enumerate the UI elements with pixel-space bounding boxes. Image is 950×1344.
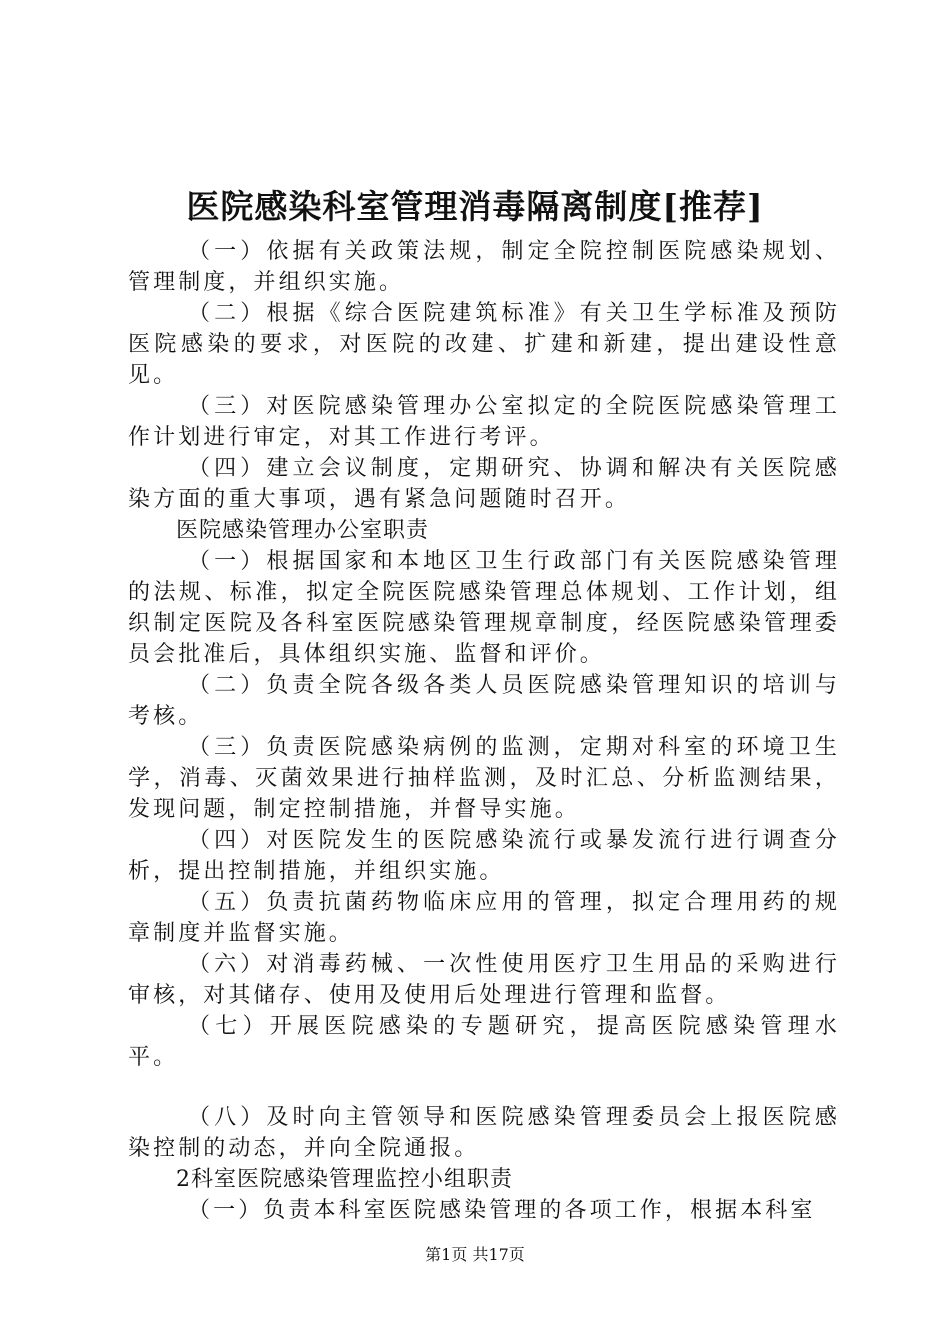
paragraph-6: （一）根据国家和本地区卫生行政部门有关医院感染管理的法规、标准，拟定全院医院感染管理总体规划、工作计划，组织制定医院及各科室医院感染管理规章制度，经医院感染管理委员会批准后，具体组织实施、监督和评价。 (128, 549, 840, 667)
paragraph-gap (128, 1073, 840, 1102)
paragraph-4: （四）建立会议制度，定期研究、协调和解决有关医院感染方面的重大事项，遇有紧急问题随时召开。 (128, 456, 840, 512)
paragraph-12: （七）开展医院感染的专题研究，提高医院感染管理水平。 (128, 1014, 840, 1070)
paragraph-2: （二）根据《综合医院建筑标准》有关卫生学标准及预防医院感染的要求，对医院的改建、扩建和新建，提出建设性意见。 (128, 301, 840, 388)
paragraph-3: （三）对医院感染管理办公室拟定的全院医院感染管理工作计划进行审定，对其工作进行考评。 (128, 394, 840, 450)
paragraph-8: （三）负责医院感染病例的监测，定期对科室的环境卫生学，消毒、灭菌效果进行抽样监测，及时汇总、分析监测结果，发现问题，制定控制措施，并督导实施。 (128, 735, 840, 822)
page-number-footer: 第1页 共17页 (425, 1245, 525, 1264)
paragraph-1: （一）依据有关政策法规，制定全院控制医院感染规划、管理制度，并组织实施。 (128, 239, 840, 295)
paragraph-10: （五）负责抗菌药物临床应用的管理，拟定合理用药的规章制度并监督实施。 (128, 890, 840, 946)
section-heading-office-duties: 医院感染管理办公室职责 (176, 518, 430, 543)
paragraph-13: （八）及时向主管领导和医院感染管理委员会上报医院感染控制的动态，并向全院通报。 (128, 1105, 840, 1161)
paragraph-9: （四）对医院发生的医院感染流行或暴发流行进行调查分析，提出控制措施，并组织实施。 (128, 828, 840, 884)
paragraph-15: （一）负责本科室医院感染管理的各项工作，根据本科室 (188, 1198, 816, 1223)
document-title: 医院感染科室管理消毒隔离制度[推荐] (186, 187, 764, 226)
document-body (128, 236, 840, 1226)
paragraph-11: （六）对消毒药械、一次性使用医疗卫生用品的采购进行审核，对其储存、使用及使用后处理进行管理和监督。 (128, 952, 840, 1008)
section-heading-monitoring-group: 2科室医院感染管理监控小组职责 (176, 1167, 513, 1192)
paragraph-7: （二）负责全院各级各类人员医院感染管理知识的培训与考核。 (128, 673, 840, 729)
